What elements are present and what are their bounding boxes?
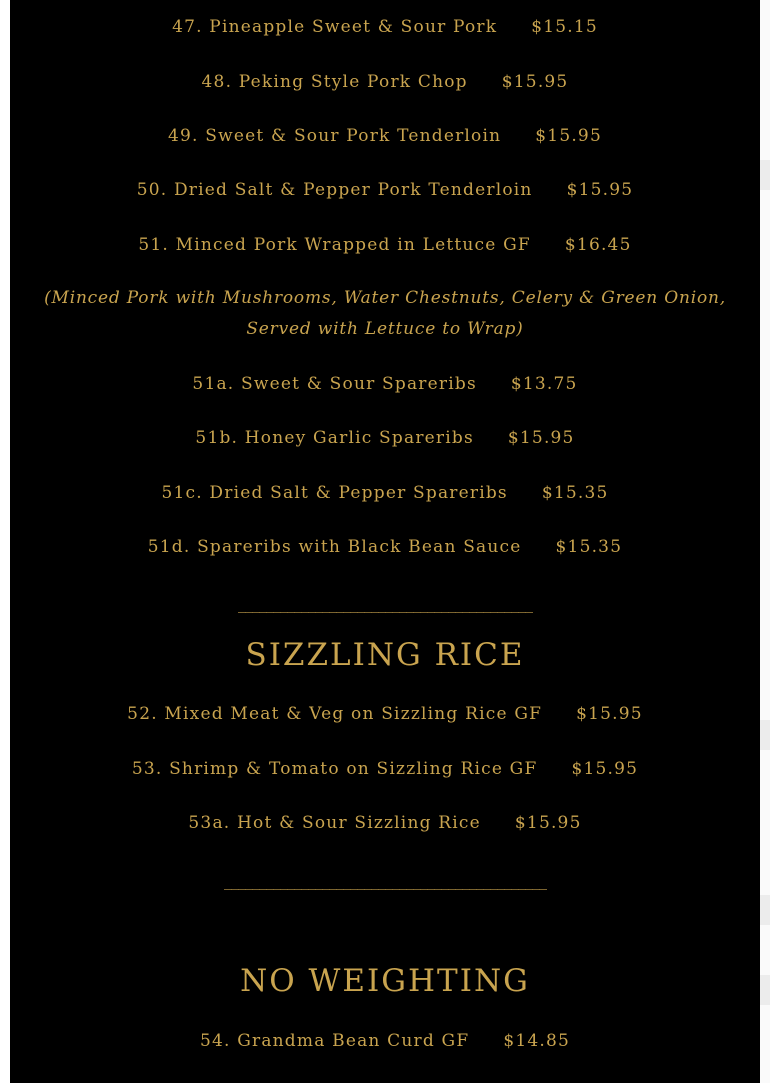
item-name: 47. Pineapple Sweet & Sour Pork: [172, 17, 498, 37]
section-divider: ______________________________________________: [224, 871, 546, 890]
menu-item: [10, 125, 760, 147]
item-name: 51a. Sweet & Sour Spareribs: [192, 374, 477, 394]
item-name: 48. Peking Style Pork Chop: [201, 72, 468, 92]
menu-item: [10, 536, 760, 558]
item-price: $15.95: [571, 759, 639, 779]
item-name: 51c. Dried Salt & Pepper Spareribs: [161, 483, 508, 503]
item-name: 51. Minced Pork Wrapped in Lettuce GF: [138, 235, 531, 255]
section-heading: NO WEIGHTING: [240, 963, 530, 999]
menu-item: [10, 234, 760, 256]
item-name: 50. Dried Salt & Pepper Pork Tenderloin: [136, 180, 533, 200]
item-name: 53a. Hot & Sour Sizzling Rice: [188, 813, 481, 833]
item-price: $15.95: [576, 704, 643, 724]
item-name: 53. Shrimp & Tomato on Sizzling Rice GF: [131, 759, 538, 779]
item-price: $15.35: [555, 537, 623, 557]
item-price: $15.95: [535, 126, 602, 146]
item-price: $15.95: [507, 428, 575, 448]
item-price: $15.95: [514, 813, 582, 833]
section-divider: __________________________________________: [238, 594, 532, 613]
item-name: 51b. Honey Garlic Spareribs: [195, 428, 474, 448]
item-name: 54. Grandma Bean Curd GF: [199, 1031, 470, 1051]
item-name: 51d. Spareribs with Black Bean Sauce: [147, 537, 522, 557]
menu-item: [10, 16, 760, 38]
item-price: $15.35: [541, 483, 609, 503]
menu-panel: [10, 0, 760, 1083]
item-price: $14.85: [503, 1031, 571, 1051]
section-heading: SIZZLING RICE: [245, 637, 525, 673]
menu-item: [10, 482, 760, 504]
margin-mark: [760, 975, 770, 1005]
item-price: $13.75: [510, 374, 578, 394]
menu-item: [10, 427, 760, 449]
menu-item: [10, 812, 760, 834]
menu-item: [10, 179, 760, 201]
margin-mark: [760, 895, 770, 925]
menu-item: [10, 703, 760, 725]
item-price: $15.15: [531, 17, 598, 37]
item-price: $15.95: [501, 72, 569, 92]
menu-item: [10, 373, 760, 395]
item-name: 52. Mixed Meat & Veg on Sizzling Rice GF: [127, 704, 543, 724]
margin-mark: [760, 720, 770, 750]
item-price: $15.95: [566, 180, 634, 200]
menu-item: [10, 1030, 760, 1052]
margin-mark: [760, 160, 770, 190]
page-margin-strip: [760, 0, 770, 1083]
item-name: 49. Sweet & Sour Pork Tenderloin: [168, 126, 502, 146]
item-description: (Minced Pork with Mushrooms, Water Chestnuts, Celery & Green Onion, Served with Lettuce to Wrap): [44, 288, 726, 339]
menu-item: [10, 758, 760, 780]
menu-item: [10, 71, 760, 93]
item-price: $16.45: [564, 235, 632, 255]
